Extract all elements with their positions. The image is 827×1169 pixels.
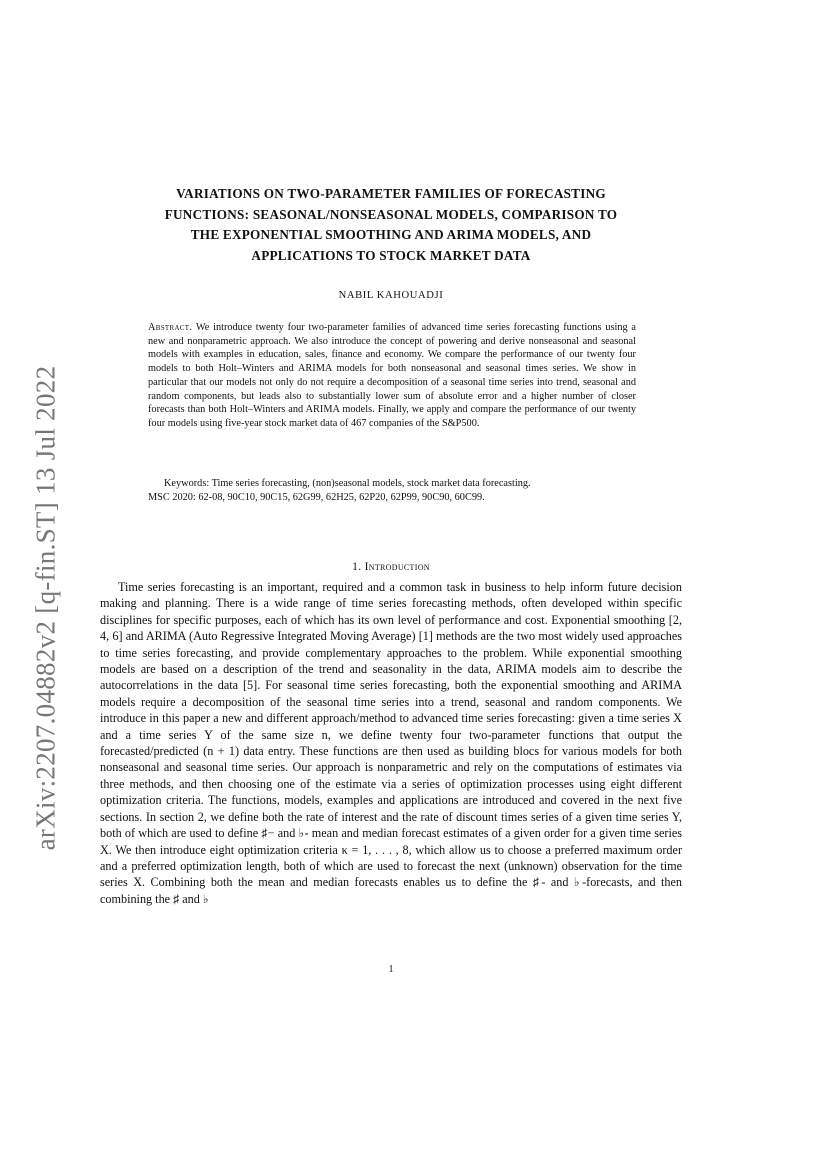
- title-line: APPLICATIONS TO STOCK MARKET DATA: [251, 247, 531, 263]
- section-number: 1.: [352, 560, 362, 573]
- paper-title: [100, 184, 682, 266]
- arxiv-identifier-stamp: arXiv:2207.04882v2 [q-fin.ST] 13 Jul 2022: [30, 365, 61, 851]
- abstract-text: We introduce twenty four two-parameter families of advanced time series forecasting functions using a new and nonparametric approach. We also introduce the concept of powering and derive nonseasonal and seasonal models with examples in education, sales, finance and economy. We compare the performance of our twenty four models to both Holt–Winters and ARIMA models for both nonseasonal and seasonal times series. We show in particular that our models not only do not require a decomposition of a seasonal time series into trend, seasonal and random components, but leads also to substantially lower sum of absolute error and a higher number of closer forecasts than both Holt–Winters and ARIMA models. Finally, we apply and compare the performance of our twenty four models using five-year stock market data of 467 companies of the S&P500.: [148, 322, 636, 429]
- title-line: VARIATIONS ON TWO-PARAMETER FAMILIES OF FORECASTING: [176, 186, 606, 201]
- keywords-block: [148, 477, 636, 504]
- abstract-label: Abstract.: [148, 322, 193, 333]
- section-heading: [100, 560, 682, 573]
- title-line: FUNCTIONS: SEASONAL/NONSEASONAL MODELS, COMPARISON TO: [164, 206, 618, 222]
- title-line: THE EXPONENTIAL SMOOTHING AND ARIMA MODELS, AND: [190, 227, 592, 242]
- author-name: NABIL KAHOUADJI: [338, 290, 444, 301]
- abstract: [148, 321, 636, 431]
- page-number: 1: [388, 964, 394, 975]
- introduction-paragraph: Time series forecasting is an important, required and a common task in business to help inform future decision making and planning. There is a wide range of time series forecasting methods, often developed within specific disciplines for specific purposes, each of which has its own level of performance and cost. Exponential smoothing [2, 4, 6] and ARIMA (Auto Regressive Integrated Moving Average) [1] methods are the two most widely used approaches to time series forecasting, and provide complementary approaches to the problem. While exponential smoothing models are based on a description of the trend and seasonality in the data, ARIMA models aim to describe the autocorrelations in the data [5]. For seasonal time series forecasting, both the exponential smoothing and ARIMA models require a decomposition of the seasonal time series into a trend, seasonal and random components. We introduce in this paper a new and different approach/method to advanced time series forecasting: given a time series X and a time series Y of the same size n, we define twenty four two-parameter functions that output the forecasted/predicted (n + 1) data entry. These functions are then used as building blocs for various models for both nonseasonal and seasonal time series. Our approach is nonparametric and rely on the computations of estimates via three methods, and then choosing one of the estimate via a series of optimization processes using eight different optimization criteria. The functions, models, examples and applications are introduced and covered in the next five sections. In section 2, we define both the rate of interest and the rate of discount times series of a given time series Y, both of which are used to define ♯− and ♭- mean and median forecast estimates of a given order for a given time series X. We then introduce eight optimization criteria κ = 1, . . . , 8, which allow us to choose a preferred maximum order and a preferred optimization length, both of which are used to forecast the next (unknown) observation for the time series X. Combining both the mean and median forecasts enables us to define the ♯- and ♭-forecasts, and then combining the ♯ and ♭: [100, 580, 682, 906]
- msc-line: MSC 2020: 62-08, 90C10, 90C15, 62G99, 62H25, 62P20, 62P99, 90C90, 60C99.: [148, 491, 485, 503]
- section-title: Introduction: [364, 560, 430, 573]
- keywords-line: Keywords: Time series forecasting, (non)seasonal models, stock market data forecasting.: [164, 478, 531, 489]
